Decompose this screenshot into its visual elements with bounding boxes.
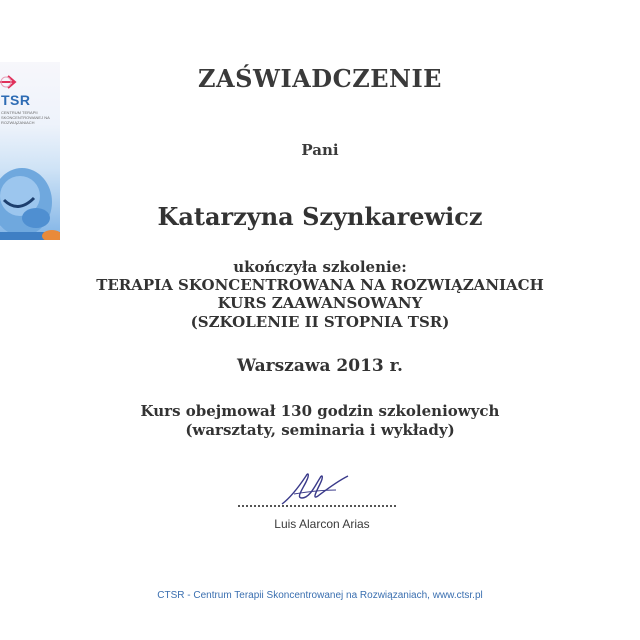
logo-subtitle: CENTRUM TERAPII SKONCENTROWANEJ NA ROZWIĄZANIACH	[1, 110, 50, 125]
signature-line	[238, 505, 396, 507]
hours-line: Kurs obejmował 130 godzin szkoleniowych	[140, 402, 500, 420]
salutation: Pani	[301, 141, 339, 159]
course-name: TERAPIA SKONCENTROWANA NA ROZWIĄZANIACH	[96, 276, 544, 294]
hours-detail: (warsztaty, seminaria i wykłady)	[185, 421, 455, 439]
recipient-name: Katarzyna Szynkarewicz	[157, 202, 483, 231]
completed-label: ukończyła szkolenie:	[233, 258, 407, 276]
footer-text: CTSR - Centrum Terapii Skoncentrowanej na Rozwiązaniach, www.ctsr.pl	[157, 590, 483, 601]
logo-text: TSR	[1, 92, 31, 108]
document-title: ZAŚWIADCZENIE	[198, 64, 442, 93]
place-date: Warszawa 2013 r.	[237, 356, 403, 376]
course-degree: (SZKOLENIE II STOPNIA TSR)	[190, 313, 450, 331]
signer-name: Luis Alarcon Arias	[274, 517, 370, 531]
handwritten-signature	[276, 468, 356, 510]
course-level: KURS ZAAWANSOWANY	[217, 294, 423, 312]
